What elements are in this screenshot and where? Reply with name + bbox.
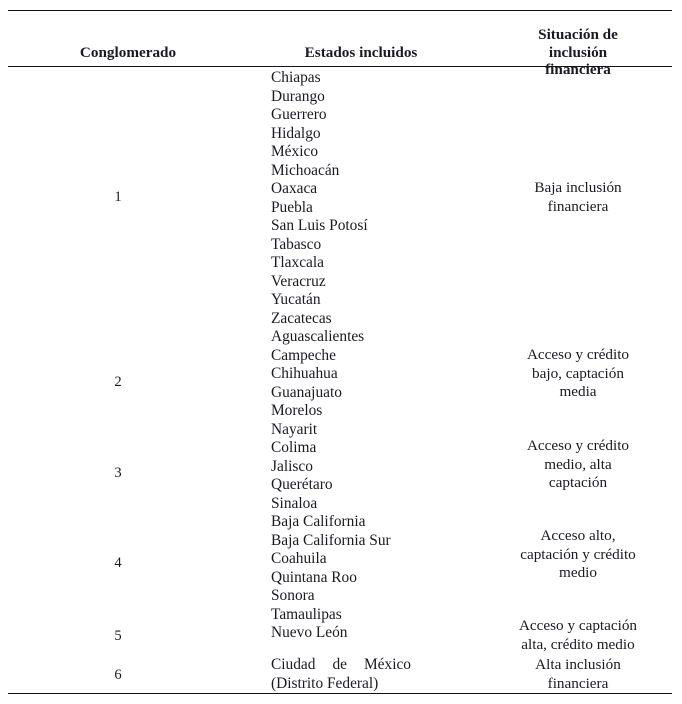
- state-item: Campeche: [271, 346, 336, 364]
- state-item: Hidalgo: [271, 124, 321, 142]
- situation-line: Acceso y captación: [518, 617, 638, 634]
- state-item: Colima: [271, 439, 317, 456]
- state-item: Querétaro: [271, 476, 333, 493]
- situation-line: financiera: [547, 197, 609, 215]
- state-item: Nuevo León: [271, 624, 348, 641]
- state-item: San Luis Potosí: [271, 217, 368, 234]
- state-item: Baja California: [271, 513, 366, 530]
- state-item: Tabasco: [271, 235, 322, 253]
- situation-line: Baja inclusión: [534, 179, 622, 196]
- column-header-situacion-line2: inclusión: [548, 43, 608, 61]
- situation-cluster-4: [483, 527, 673, 583]
- state-item: Baja California Sur: [271, 531, 391, 549]
- state-item-ciudad-de-mexico: Ciudad de México: [271, 656, 411, 673]
- state-item: Chihuahua: [271, 365, 338, 382]
- table-body: [0, 66, 682, 693]
- state-item: Puebla: [271, 198, 313, 216]
- cluster-number-1: 1: [114, 189, 122, 205]
- table-top-rule: [8, 10, 672, 11]
- situation-line: Alta inclusión: [535, 656, 621, 673]
- situation-line: medio, alta: [544, 455, 612, 473]
- state-item: Coahuila: [271, 550, 327, 567]
- situation-line: financiera: [547, 674, 609, 692]
- state-item: Jalisco: [271, 457, 313, 475]
- situation-line: Acceso y crédito: [526, 437, 630, 454]
- situation-line: captación y crédito: [520, 545, 636, 563]
- state-item: Sinaloa: [271, 494, 318, 512]
- situation-line: alta, crédito medio: [521, 635, 635, 653]
- situation-line: Acceso alto,: [540, 527, 616, 544]
- state-item: Sonora: [271, 587, 315, 604]
- state-item: Tlaxcala: [271, 254, 324, 271]
- state-item: México: [271, 143, 319, 160]
- state-item: Guanajuato: [271, 383, 342, 401]
- cluster-number-5: 5: [114, 628, 122, 644]
- situation-line: Acceso y crédito: [526, 346, 630, 363]
- situation-line: media: [559, 383, 597, 401]
- state-item: Chiapas: [271, 69, 321, 86]
- situation-cluster-6: [483, 656, 673, 693]
- situation-line: bajo, captación: [532, 364, 624, 382]
- cluster-number-6: 6: [114, 667, 122, 683]
- state-item: Zacatecas: [271, 309, 332, 327]
- situation-cluster-2: [483, 346, 673, 402]
- cluster-number-2: 2: [114, 374, 122, 390]
- column-header-estados-incluidos: Estados incluidos: [304, 44, 418, 61]
- state-item: Aguascalientes: [271, 328, 365, 345]
- situation-cluster-1: [483, 179, 673, 216]
- state-item: Morelos: [271, 402, 323, 419]
- state-item: Veracruz: [271, 272, 326, 290]
- situation-line: captación: [548, 474, 608, 492]
- state-item: Nayarit: [271, 420, 318, 438]
- cluster-number-3: 3: [114, 465, 122, 481]
- state-item: Michoacán: [271, 161, 340, 179]
- cluster-number-4: 4: [114, 555, 122, 571]
- column-header-situacion-line1: Situación de: [538, 26, 618, 43]
- state-item: Durango: [271, 87, 325, 105]
- state-item: Guerrero: [271, 106, 327, 123]
- state-item: Oaxaca: [271, 180, 318, 197]
- situation-cluster-5: [483, 617, 673, 654]
- state-item: Yucatán: [271, 291, 321, 308]
- column-header-situacion-line3: financiera: [545, 61, 611, 78]
- column-header-conglomerado: Conglomerado: [79, 44, 177, 61]
- situation-cluster-3: [483, 437, 673, 493]
- state-item: Quintana Roo: [271, 568, 357, 586]
- state-item-distrito-federal: (Distrito Federal): [271, 674, 379, 692]
- state-item: Tamaulipas: [271, 605, 342, 623]
- situation-line: medio: [559, 564, 597, 582]
